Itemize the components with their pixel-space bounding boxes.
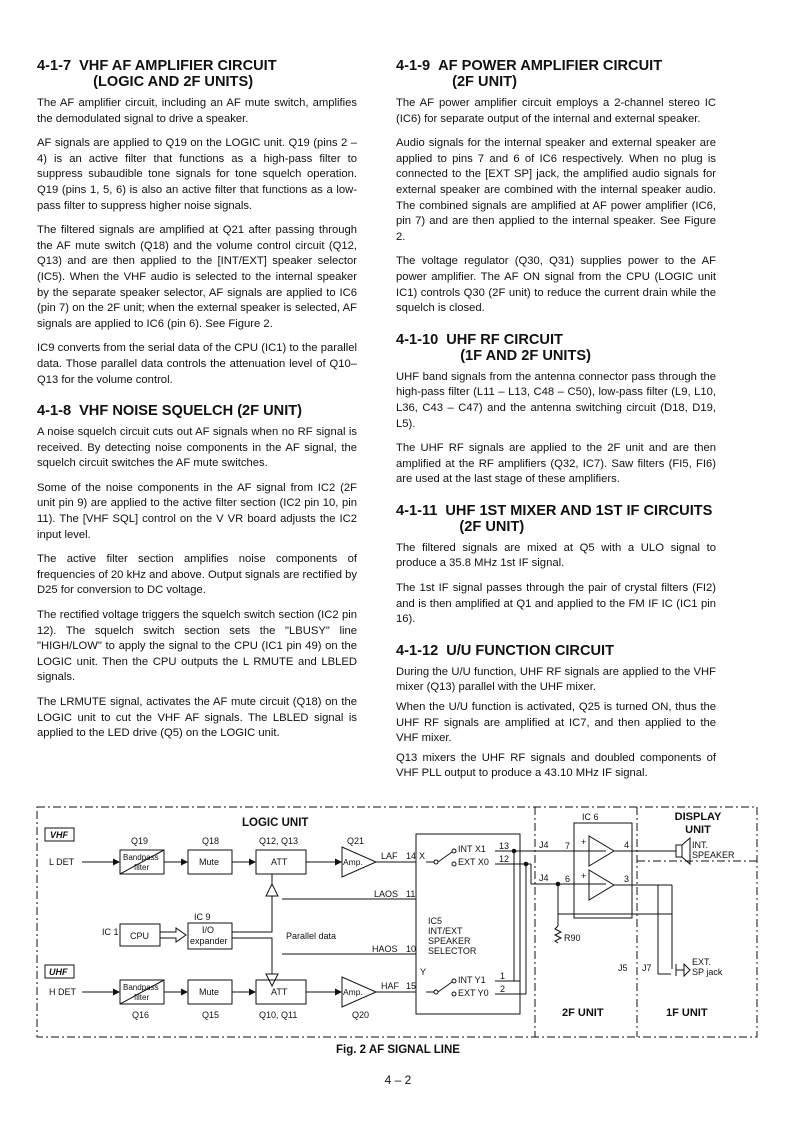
- paragraph: The UHF RF signals are applied to the 2F unit and are then amplified at the RF amplifiers (Q32, IC7). Saw filters (FI5, FI6) are used at the last stage of these amplifiers.: [396, 442, 716, 486]
- svg-text:EXT X0: EXT X0: [458, 857, 489, 867]
- left-column: [37, 58, 357, 751]
- svg-text:Q10, Q11: Q10, Q11: [259, 1010, 298, 1020]
- logic-unit-label: LOGIC UNIT: [242, 817, 309, 829]
- svg-text:SELECTOR: SELECTOR: [428, 946, 477, 956]
- paragraph: During the U/U function, UHF RF signals are applied to the VHF mixer (Q13) parallel with the UHF mixer.: [396, 665, 716, 694]
- paragraph: When the U/U function is activated, Q25 is turned ON, thus the UHF RF signals are amplified at IC7, and then applied to the VHF mixer.: [396, 701, 716, 745]
- vhf-tag: VHF: [50, 830, 68, 840]
- section-4-1-11: [396, 503, 716, 628]
- section-heading: 4-1-9 AF POWER AMPLIFIER CIRCUIT (2F UNIT): [396, 58, 663, 90]
- svg-text:IC 6: IC 6: [582, 812, 599, 822]
- svg-text:Q19: Q19: [131, 836, 149, 846]
- ext-sp-jack-icon: [676, 964, 690, 976]
- paragraph: The filtered signals are mixed at Q5 with a ULO signal to produce a 35.8 MHz 1st IF signal.: [396, 541, 716, 570]
- section-4-1-10: [396, 332, 716, 488]
- svg-text:SPEAKER: SPEAKER: [692, 850, 735, 860]
- section-4-1-7: [37, 58, 357, 388]
- h-det-label: H DET: [49, 987, 76, 997]
- svg-text:I/O: I/O: [202, 925, 215, 935]
- svg-text:CPU: CPU: [130, 931, 150, 941]
- svg-text:Mute: Mute: [199, 987, 220, 997]
- svg-text:filter: filter: [134, 863, 150, 872]
- paragraph: IC9 converts from the serial data of the CPU (IC1) to the parallel data. Those parallel data controls the attenuation level of Q10–Q13 for the volume control.: [37, 342, 357, 386]
- svg-text:2: 2: [500, 984, 506, 994]
- l-det-label: L DET: [49, 857, 75, 867]
- section-heading: 4-1-10 UHF RF CIRCUIT (1F AND 2F UNITS): [396, 331, 591, 364]
- paragraph: AF signals are applied to Q19 on the LOGIC unit. Q19 (pins 2 – 4) is an active filter that functions as a high-pass filter to suppress subaudible tone signals for tone squelch operation. Q19 (pins 1, 5, 6) is also an active filter that functions as a low-pass filter to suppress higher noise signals.: [37, 137, 357, 212]
- uhf-tag: UHF: [49, 967, 68, 977]
- svg-text:Parallel data: Parallel data: [286, 931, 337, 941]
- svg-text:EXT Y0: EXT Y0: [458, 988, 489, 998]
- svg-text:Q21: Q21: [347, 836, 365, 846]
- svg-text:Bandpass: Bandpass: [123, 853, 159, 862]
- svg-text:14: 14: [406, 851, 417, 861]
- svg-text:INT Y1: INT Y1: [458, 975, 486, 985]
- svg-text:6: 6: [565, 874, 571, 884]
- svg-text:Q15: Q15: [202, 1010, 220, 1020]
- svg-text:X: X: [419, 851, 426, 861]
- svg-text:12: 12: [499, 854, 510, 864]
- svg-text:J4: J4: [539, 840, 549, 850]
- svg-text:Amp.: Amp.: [343, 987, 363, 997]
- svg-text:Q18: Q18: [202, 836, 220, 846]
- svg-text:INT X1: INT X1: [458, 844, 486, 854]
- svg-text:10: 10: [406, 944, 417, 954]
- svg-text:filter: filter: [134, 993, 150, 1002]
- svg-text:Amp.: Amp.: [343, 857, 363, 867]
- svg-text:11: 11: [406, 889, 416, 899]
- right-column: [396, 58, 716, 786]
- svg-text:INT.: INT.: [692, 840, 709, 850]
- svg-text:SP jack: SP jack: [692, 967, 723, 977]
- svg-text:IC 1: IC 1: [102, 927, 119, 937]
- section-heading: 4-1-12 U/U FUNCTION CIRCUIT: [396, 642, 615, 659]
- unit-2f-label: 2F UNIT: [562, 1007, 604, 1019]
- svg-text:UNIT: UNIT: [685, 824, 711, 836]
- svg-text:J5: J5: [618, 963, 628, 973]
- paragraph: The active filter section amplifies noise components of frequencies of 20 kHz and above. Output signals are rectified by D25 for conversion to DC voltage.: [37, 553, 357, 597]
- paragraph: The LRMUTE signal, activates the AF mute circuit (Q18) on the LOGIC unit to cut the VHF AF signals. The LBLED signal is applied to the LED drive (Q5) on the LOGIC unit.: [37, 696, 357, 740]
- r90-resistor: [555, 926, 561, 943]
- svg-text:ATT: ATT: [271, 857, 288, 867]
- svg-text:HAF: HAF: [381, 981, 399, 991]
- svg-text:ATT: ATT: [271, 987, 288, 997]
- bus-arrow-up: [266, 884, 278, 896]
- svg-text:Q12, Q13: Q12, Q13: [259, 836, 299, 846]
- svg-text:Q20: Q20: [352, 1010, 370, 1020]
- svg-text:J4: J4: [539, 873, 549, 883]
- unit-1f-label: 1F UNIT: [666, 1007, 708, 1019]
- section-4-1-12: [396, 643, 716, 782]
- section-heading: 4-1-8 VHF NOISE SQUELCH (2F UNIT): [37, 403, 303, 420]
- paragraph: The AF power amplifier circuit employs a 2-channel stereo IC (IC6) for separate output of the internal and external speaker.: [396, 97, 716, 125]
- section-heading: 4-1-7 VHF AF AMPLIFIER CIRCUIT (LOGIC AND 2F UNITS): [37, 58, 277, 90]
- svg-text:Y: Y: [420, 967, 427, 977]
- paragraph: The filtered signals are amplified at Q21 after passing through the AF mute switch (Q18) and the volume control circuit (Q12, Q13) and are then applied to the [INT/EXT] speaker selector (IC5). When the VHF audio is selected to the internal speaker by the separate speaker selector, AF signals are applied to IC6 (pin 7) on the 2F unit; when the external speaker is selected, AF signals are applied to IC6 (pin 6). See Figure 2.: [37, 224, 357, 330]
- ic6-channel-ext: [589, 870, 614, 900]
- paragraph: The voltage regulator (Q30, Q31) supplies power to the AF power amplifier. The AF ON signal from the CPU (LOGIC unit IC1) controls Q30 (2F unit) to reduce the current drain while the squelch is closed.: [396, 255, 716, 315]
- svg-text:SPEAKER: SPEAKER: [428, 936, 471, 946]
- svg-text:HAOS: HAOS: [372, 944, 398, 954]
- svg-text:Mute: Mute: [199, 857, 220, 867]
- paragraph: Q13 mixers the UHF RF signals and doubled components of VHF PLL output to produce a 43.10 MHz IF signal.: [396, 751, 716, 780]
- paragraph: Audio signals for the internal speaker and external speaker are applied to pins 7 and 6 of IC6 respectively. When no plug is connected to the [EXT SP] jack, the amplified audio signals for external speaker are combined with the internal speaker audio. The combined signals are amplified at AF power amplifier (IC6, pin 7) and are then applied to the internal speaker. See Figure 2.: [396, 137, 716, 243]
- svg-text:3: 3: [624, 874, 630, 884]
- af-signal-line-diagram: [36, 804, 758, 1040]
- svg-text:expander: expander: [190, 936, 228, 946]
- section-4-1-9: [396, 58, 716, 317]
- svg-text:LAOS: LAOS: [374, 889, 399, 899]
- int-speaker-icon: [676, 845, 682, 857]
- paragraph: The rectified voltage triggers the squelch switch section (IC2 pin 12). The squelch switch section sets the "LBUSY" line "HIGH/LOW" to apply the signal to the CPU (IC1 pin 49) on the LOGIC unit. Then the CPU outputs the L RMUTE and LBLED signals.: [37, 609, 357, 684]
- paragraph: UHF band signals from the antenna connector pass through the high-pass filter (L11 – L13, C48 – C50), low-pass filter (L9, L10, L36, C43 – C47) and the antenna switching circuit (D18, D19, L5).: [396, 370, 716, 430]
- svg-text:1: 1: [500, 971, 506, 981]
- paragraph: A noise squelch circuit cuts out AF signals when no RF signal is received. By detecting noise components in the AF signal, the squelch circuit switches the AF mute switches.: [37, 426, 357, 470]
- display-unit-label: DISPLAY: [674, 811, 722, 823]
- section-4-1-8: [37, 403, 357, 742]
- svg-text:4: 4: [624, 840, 630, 850]
- serial-data-arrow: [160, 928, 186, 942]
- figure-caption: Fig. 2 AF SIGNAL LINE: [336, 1044, 460, 1056]
- svg-text:EXT.: EXT.: [692, 957, 712, 967]
- svg-text:13: 13: [499, 841, 510, 851]
- svg-text:IC5: IC5: [428, 916, 443, 926]
- svg-text:R90: R90: [564, 933, 581, 943]
- svg-text:+: +: [581, 871, 587, 881]
- svg-text:INT/EXT: INT/EXT: [428, 926, 463, 936]
- paragraph: The 1st IF signal passes through the pair of crystal filters (FI2) and is then amplified at Q1 and applied to the FM IF IC (IC1 pin 16).: [396, 582, 716, 626]
- svg-text:J7: J7: [642, 963, 652, 973]
- svg-text:IC 9: IC 9: [194, 912, 211, 922]
- svg-text:Bandpass: Bandpass: [123, 983, 159, 992]
- section-heading: 4-1-11 UHF 1ST MIXER AND 1ST IF CIRCUITS (2F UNIT): [396, 502, 713, 535]
- paragraph: The AF amplifier circuit, including an AF mute switch, amplifies the demodulated signal to drive a speaker.: [37, 97, 357, 125]
- page-number: 4 – 2: [384, 1073, 412, 1087]
- svg-text:15: 15: [406, 981, 417, 991]
- svg-text:+: +: [581, 837, 587, 847]
- paragraph: Some of the noise components in the AF signal from IC2 (2F unit pin 9) are applied to the active filter section (IC2 pin 10, pin 11). The [VHF SQL] control on the V VR board adjusts the IC2 input level.: [37, 481, 357, 541]
- svg-text:Q16: Q16: [132, 1010, 150, 1020]
- svg-text:7: 7: [565, 841, 571, 851]
- svg-text:LAF: LAF: [381, 851, 398, 861]
